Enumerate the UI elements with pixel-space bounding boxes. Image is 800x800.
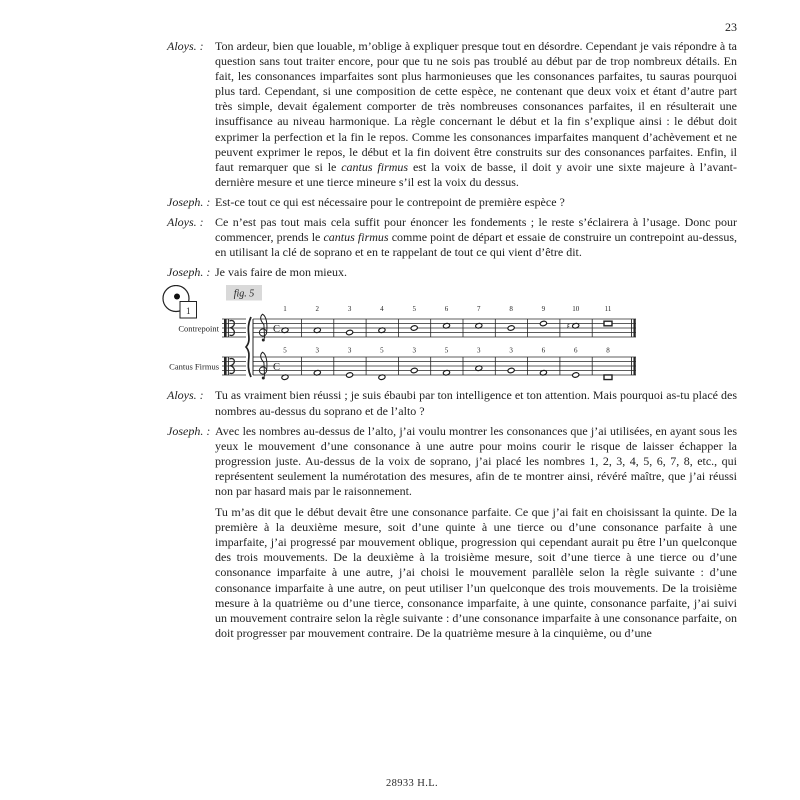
dialogue-text: Ce n’est pas tout mais cela suffit pour énoncer les fondements ; le reste s’éclairera à l’usage. Donc pour commencer, prends le cantus firmus comme point de départ et essaie de construire un contrepoint au-dessus, en utilisant la clé de soprano et en te rappelant de tout ce qui vient d’être dit. [215, 215, 738, 260]
measure-number: 9 [541, 305, 546, 314]
whole-note [410, 325, 418, 331]
whole-note [572, 372, 580, 378]
whole-note [346, 372, 354, 378]
whole-note [507, 325, 515, 331]
music-figure [140, 285, 680, 385]
breve-note [604, 375, 612, 380]
dialogue-text: Je vais faire de mon mieux. [215, 265, 347, 280]
speaker-label: Joseph. : [167, 423, 211, 438]
time-signature: C [272, 324, 281, 336]
time-signature: C [272, 362, 281, 374]
interval-number: 3 [347, 346, 352, 355]
interval-number: 5 [444, 346, 449, 355]
interval-number: 5 [380, 346, 384, 355]
speaker-label: Aloys. : [167, 39, 204, 53]
footer-plate-number: 28933 H.L. [385, 778, 439, 789]
speaker-label: Aloys. : [167, 388, 204, 403]
breve-note [604, 322, 612, 327]
page-number: 23 [725, 20, 737, 34]
sharp-accidental: ♯ [566, 321, 571, 331]
dialogue-entry [167, 215, 737, 260]
measure-number: 3 [347, 305, 352, 314]
staff-label-cantus-firmus: Cantus Firmus [169, 361, 219, 372]
measure-number: 5 [412, 305, 416, 314]
dialogue-entry [167, 424, 737, 641]
c-clef-icon [224, 357, 227, 375]
measure-number: 11 [604, 305, 612, 314]
dialogue-entry [167, 195, 737, 210]
c-clef-icon [224, 319, 227, 337]
music-notation [222, 305, 636, 380]
interval-number: 6 [541, 346, 546, 355]
measure-number: 2 [315, 305, 320, 314]
measure-number: 8 [509, 305, 513, 314]
dialogue-text: Ton ardeur, bien que louable, m’oblige à expliquer presque tout en désordre. Cependant je vais répondre à ta question sans tout traiter encore, pour que tu ne sois pas troublé au début par de trop nombreux détails. En fait, les consonances imparfaites sont plus harmonieuses que les consonances parfaites, tu sauras pourquoi plus tard. Cependant, si une composition de cette espèce, ne contenant que deux voix et étant d’autre part très simple, devait également comporter de très nombreuses consonances parfaites, il en résulterait une insuffisance au niveau harmonique. La règle concernant le début et la fin s’explique ainsi : le début doit exprimer la perfection et la fin le repos. Comme les consonances imparfaites manquent d’achèvement et ne peuvent exprimer le repos, le début et la fin doivent être construits sur des consonances parfaites. Enfin, il faut remarquer que si le cantus firmus est la voix de basse, il doit y avoir une sixte majeure à l’avant-dernière mesure et une tierce mineure s’il est la voix du dessus. [215, 39, 738, 189]
whole-note [540, 321, 548, 327]
measure-number: 6 [444, 305, 449, 314]
cd-track-number: 1 [185, 306, 191, 317]
dialogue-text: Avec les nombres au-dessus de l’alto, j’ai voulu montrer les consonances que j’ai utilisées, en ayant sous les yeux le mouvement d’une consonance à une autre pour moins courir le risque de laisser échapper la progression juste. Au-dessus de la voix de soprano, j’ai placé les nombres 1, 2, 3, 4, 5, 6, 7, 8, etc., qui représentent seulement la numérotation des mesures, afin de te montrer ainsi, révéré maître, que j’ai réussi non par hasard mais par le raisonnement. [215, 423, 737, 498]
interval-number: 3 [315, 346, 320, 355]
whole-note [346, 330, 354, 336]
speaker-label: Joseph. : [167, 194, 211, 209]
dialogue-text: Tu as vraiment bien réussi ; je suis ébaubi par ton intelligence et ton attention. Mais pourquoi as-tu placé des nombres au-dessus du soprano et de l’alto ? [215, 388, 737, 418]
measure-number: 7 [477, 305, 481, 314]
measure-number: 4 [380, 305, 384, 314]
whole-note [410, 368, 418, 374]
figure-label: fig. 5 [233, 288, 255, 300]
interval-number: 6 [573, 346, 578, 355]
measure-number: 1 [283, 305, 287, 314]
measure-number: 10 [572, 305, 580, 314]
cd-icon [163, 286, 197, 319]
music-figure-svg [140, 285, 680, 385]
staff-label-contrepoint: Contrepoint [178, 323, 219, 334]
interval-number: 3 [412, 346, 416, 355]
interval-number: 3 [477, 346, 481, 355]
dialogue-entry [167, 265, 737, 280]
dialogue-entry [167, 39, 737, 190]
dialogue-text: Est-ce tout ce qui est nécessaire pour le contrepoint de première espèce ? [215, 194, 565, 209]
cd-hole-icon [174, 294, 180, 300]
dialogue-entry [167, 388, 737, 418]
interval-number: 3 [509, 346, 513, 355]
interval-number: 5 [283, 346, 287, 355]
treble-clef-icon [262, 377, 265, 380]
treble-clef-icon [262, 339, 265, 342]
speaker-label: Aloys. : [167, 215, 204, 230]
system-brace [246, 317, 251, 377]
dialogue-text-continued: Tu m’as dit que le début devait être une consonance parfaite. Ce que j’ai fait en choisissant la quinte. De la première à la deuxième mesure, soit d’une quinte à une tierce ou d’une consonance parfaite à une imparfaite, j’ai progressé par mouvement oblique, progression qui cependant aurait pu être l’un quelconque des trois mouvements. De la deuxième à la troisième mesure, soit d’une tierce à une tierce ou d’une consonance imparfaite à une autre, j’ai choisi le mouvement parallèle selon la règle suivante : d’une consonance imparfaite à une autre, on peut utiliser l’un quelconque des trois mouvements. De la troisième mesure à la quatrième ou d’une tierce, consonance imparfaite, à une quinte, consonance parfaite, j’ai suivi un mouvement contraire selon la règle suivante : d’une consonance imparfaite à une consonance parfaite, on doit progresser par mouvement contraire. De la quatrième mesure à la cinquième, ou d’une [215, 505, 737, 640]
whole-note [507, 368, 515, 374]
speaker-label: Joseph. : [167, 265, 211, 280]
page-content [167, 39, 737, 646]
interval-number: 8 [606, 346, 610, 355]
